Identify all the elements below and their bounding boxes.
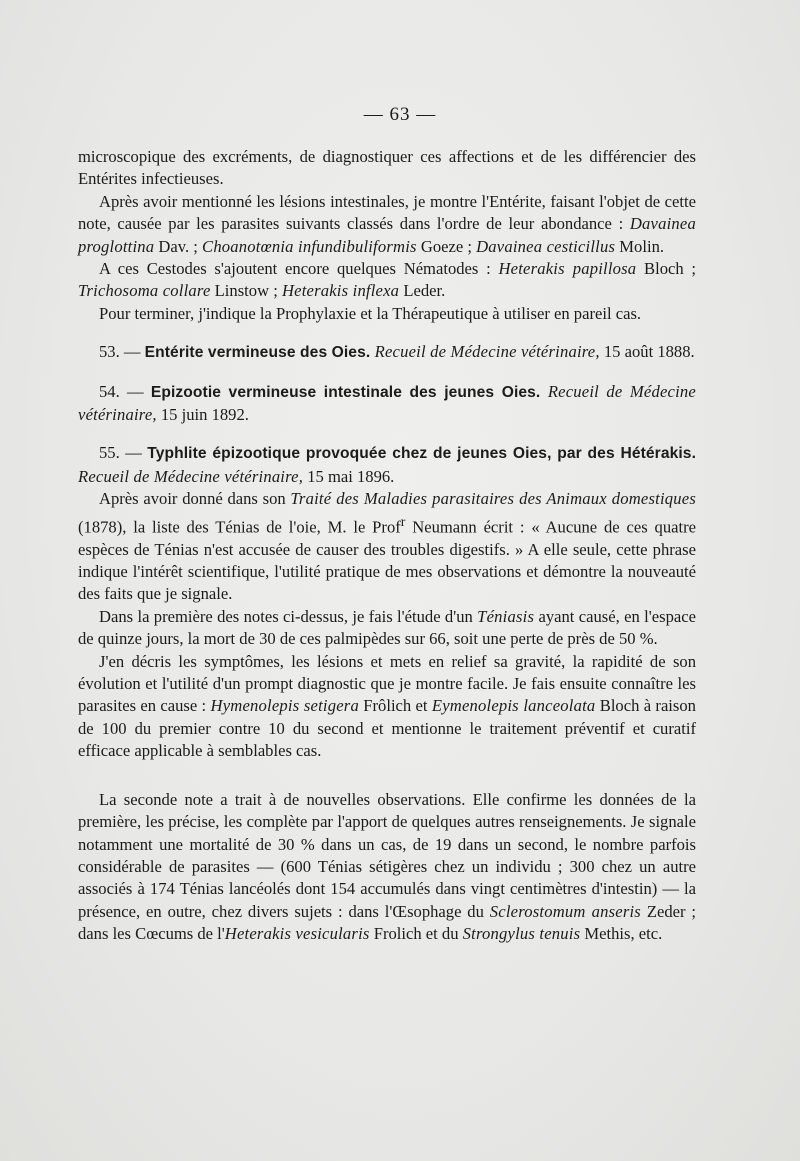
entry-source: Recueil de Médecine vétérinaire, [78, 381, 696, 425]
text-run: Molin. [615, 236, 665, 256]
text-run: Frolich et du [369, 924, 463, 944]
text-run: Goeze ; [416, 236, 477, 256]
bibliography-entry-53 [78, 341, 696, 364]
species-name: Strongylus tenuis [462, 924, 581, 944]
species-name: Choanotœnia infundibuliformis [202, 236, 417, 256]
text-run: Zeder ; dans les Cœcums de l' [78, 901, 696, 944]
page-number: — 63 — [363, 104, 437, 125]
paragraph-first-note [78, 606, 696, 651]
entry-date: 15 juin 1892. [156, 405, 249, 425]
paragraph-cestodes [78, 191, 696, 258]
species-name: Trichosoma collare [78, 281, 211, 301]
species-name: Heterakis papillosa [498, 259, 637, 279]
superscript: r [400, 513, 406, 529]
paragraph-second-note [78, 789, 696, 946]
entry-number: 55. — [99, 443, 148, 463]
text-run: Frôlich et [358, 696, 432, 716]
entry-title: Epizootie vermineuse intestinale des jeunes Oies. [150, 383, 541, 401]
species-name: Davainea proglottina [78, 214, 696, 256]
disease-name: Téniasis [477, 606, 535, 626]
species-name: Eymenolepis lanceolata [431, 696, 596, 716]
paragraph-symptoms [78, 651, 696, 763]
text-run: La seconde note a trait à de nouvelles observations. Elle confirme les données de la première, les précise, les complète par l'apport de quelques autres renseignements. Je signale notamment une mortalité de 30 % dans un cas, de 19 dans un second, le nombre parfois considérable de parasites — (600 Ténias sétigères chez un individu ; 300 chez un autre associés à 174 Ténias lancéolés dont 154 accumulés dans vingt centimètres d'intestin) — la présence, en outre, chez divers sujets : dans l'Œsophage du [78, 789, 696, 921]
bibliography-entry-55 [78, 442, 696, 488]
entry-number: 53. — [99, 342, 145, 362]
text-run: Bloch à raison de 100 du premier contre 10 du second et mentionne le traitement préventif et curatif efficace applicable à semblables cas. [78, 696, 696, 761]
entry-number: 54. — [99, 381, 151, 401]
text-run: Methis, etc. [580, 924, 663, 944]
text-run: Linstow ; [210, 281, 282, 301]
species-name: Heterakis vesicularis [224, 924, 370, 944]
species-name: Heterakis inflexa [281, 281, 400, 301]
entry-title: Typhlite épizootique provoquée chez de jeunes Oies, par des Hétérakis. [147, 445, 697, 463]
text-run: (1878), la liste des Ténias de l'oie, M. le Prof [78, 517, 401, 537]
paragraph-intro: microscopique des excréments, de diagnostiquer ces affections et de les différencier des Entérites infectieuses. [78, 147, 696, 189]
page-body [78, 146, 696, 946]
entry-date: 15 mai 1896. [303, 466, 395, 486]
species-name: Davainea cesticillus [476, 236, 616, 256]
species-name: Sclerostomum anseris [489, 901, 641, 921]
text-run: Neumann écrit : « Aucune de ces quatre espèces de Ténias n'est accusée de causer des troubles digestifs. » A elle seule, cette phrase indique l'intérêt scientifique, l'utilité pratique de mes observations et démontre la nouveauté des faits que je signale. [78, 517, 696, 604]
paragraph-nematodes [78, 258, 696, 303]
paragraph-neumann [78, 488, 696, 606]
text-run: A ces Cestodes s'ajoutent encore quelques Nématodes : [99, 259, 499, 279]
entry-title: Entérite vermineuse des Oies. [144, 344, 371, 362]
text-run: J'en décris les symptômes, les lésions et mets en relief sa gravité, la rapidité de son évolution et l'utilité d'un prompt diagnostic que je montre facile. Je fais ensuite connaître les parasites en cause : [78, 651, 696, 716]
text-run: Bloch ; [636, 259, 697, 279]
entry-date: 15 août 1888. [599, 342, 695, 362]
paragraph-conclusion: Pour terminer, j'indique la Prophylaxie et la Thérapeutique à utiliser en pareil cas. [99, 303, 642, 323]
species-name: Hymenolepis setigera [210, 696, 359, 716]
text-run: Dans la première des notes ci-dessus, je fais l'étude d'un [99, 606, 478, 626]
entry-source: Recueil de Médecine vétérinaire, [78, 466, 304, 486]
bibliography-entry-54 [78, 381, 696, 427]
text-run: Après avoir mentionné les lésions intestinales, je montre l'Entérite, faisant l'objet de cette note, causée par les parasites suivants classés dans l'ordre de leur abondance : [78, 191, 696, 234]
text-run: Dav. ; [154, 236, 203, 256]
text-run: Après avoir donné dans son [99, 489, 291, 509]
text-run: Leder. [399, 281, 446, 301]
text-run: ayant causé, en l'espace de quinze jours, la mort de 30 de ces palmipèdes sur 66, soit une perte de près de 50 %. [78, 606, 696, 649]
book-title: Traité des Maladies parasitaires des Animaux domestiques [290, 489, 696, 509]
entry-source: Recueil de Médecine vétérinaire, [370, 342, 600, 362]
